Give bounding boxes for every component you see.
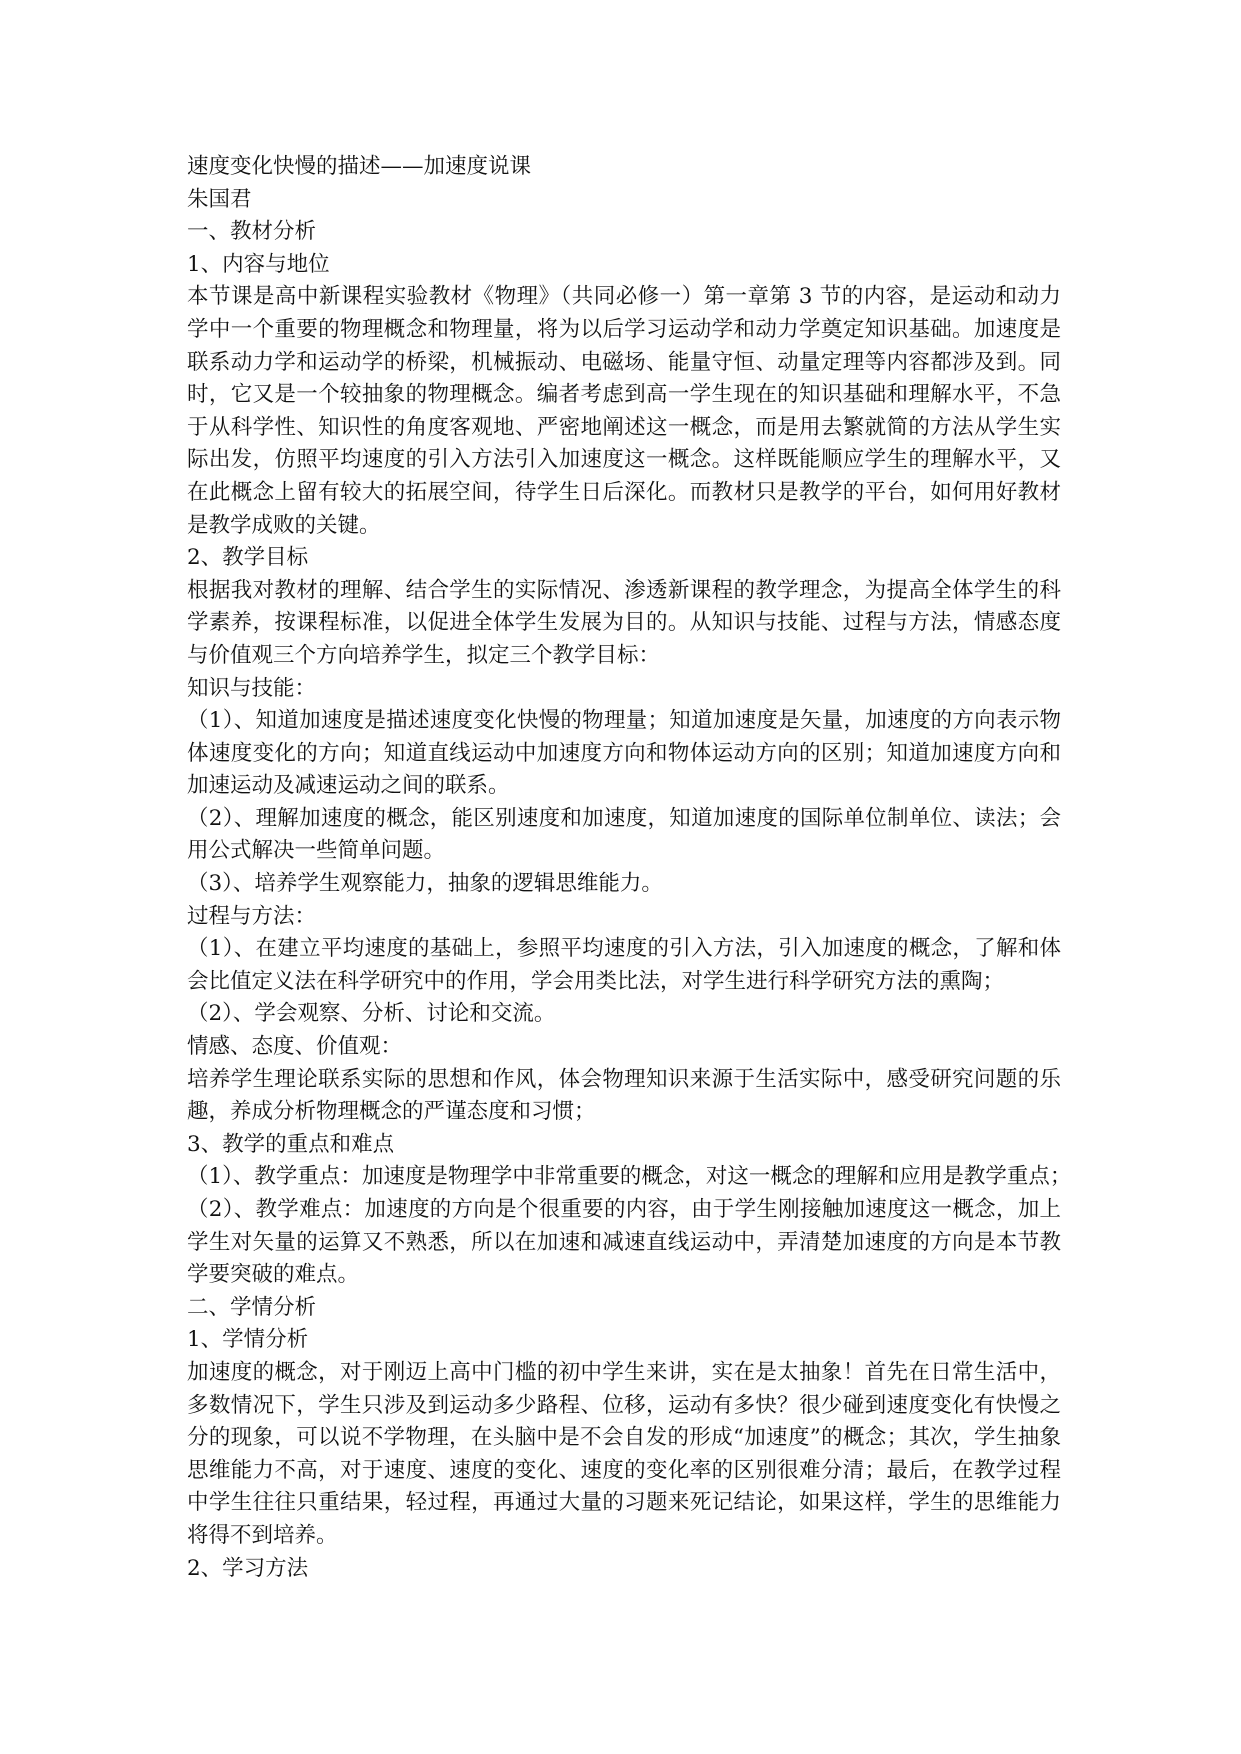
text-line: （1）、教学重点：加速度是物理学中非常重要的概念，对这一概念的理解和应用是教学重点； [187,1164,1072,1190]
text-line: 1、内容与地位 [187,251,330,277]
text-line: 学生对矢量的运算又不熟悉，所以在加速和减速直线运动中，弄清楚加速度的方向是本节教 [187,1229,1061,1255]
text-line: 培养学生理论联系实际的思想和作风，体会物理知识来源于生活实际中，感受研究问题的乐 [187,1066,1061,1092]
text-line: 加速度的概念，对于刚迈上高中门槛的初中学生来讲，实在是太抽象！首先在日常生活中， [187,1359,1061,1385]
text-line: 用公式解决一些简单问题。 [187,838,446,864]
text-line: （3）、培养学生观察能力，抽象的逻辑思维能力。 [187,871,663,897]
text-line: 在此概念上留有较大的拓展空间，待学生日后深化。而教材只是教学的平台，如何用好教材 [187,479,1061,505]
text-line: （2）、教学难点：加速度的方向是个很重要的内容，由于学生刚接触加速度这一概念，加上 [187,1197,1061,1222]
text-line: 2、教学目标 [187,545,309,571]
text-line: 2、学习方法 [187,1555,309,1581]
text-line: 3、教学的重点和难点 [187,1131,395,1157]
text-line: 分的现象，可以说不学物理，在头脑中是不会自发的形成“加速度”的概念；其次，学生抽象 [187,1425,1061,1451]
text-line: （1）、在建立平均速度的基础上，参照平均速度的引入方法，引入加速度的概念，了解和体 [187,936,1061,962]
text-line: 将得不到培养。 [187,1522,338,1548]
text-line: 根据我对教材的理解、结合学生的实际情况、渗透新课程的教学理念，为提高全体学生的科 [187,577,1061,603]
text-line: 与价值观三个方向培养学生，拟定三个教学目标： [187,642,661,668]
document-page [187,151,1072,1585]
text-line: 是教学成败的关键。 [187,512,381,538]
text-line: 朱国君 [187,186,252,212]
text-line: 多数情况下，学生只涉及到运动多少路程、位移，运动有多快？很少碰到速度变化有快慢之 [187,1392,1061,1418]
text-line: 一、教材分析 [187,219,317,245]
text-line: 学要突破的难点。 [187,1262,360,1288]
text-line: 本节课是高中新课程实验教材《物理》（共同必修一）第一章第 3 节的内容，是运动和动力 [187,284,1061,310]
text-line: 二、学情分析 [187,1294,317,1320]
text-line: 会比值定义法在科学研究中的作用，学会用类比法，对学生进行科学研究方法的熏陶； [187,968,1005,994]
text-line: 学中一个重要的物理概念和物理量，将为以后学习运动学和动力学奠定知识基础。加速度是 [187,316,1061,342]
text-line: 时，它又是一个较抽象的物理概念。编者考虑到高一学生现在的知识基础和理解水平，不急 [187,382,1061,408]
text-line: 过程与方法： [187,903,317,929]
text-line: 速度变化快慢的描述——加速度说课 [187,154,532,179]
text-line: 学素养，按课程标准，以促进全体学生发展为目的。从知识与技能、过程与方法，情感态度 [187,610,1061,636]
text-line: （2）、学会观察、分析、讨论和交流。 [187,1001,556,1027]
text-line: 际出发，仿照平均速度的引入方法引入加速度这一概念。这样既能顺应学生的理解水平，又 [187,447,1061,473]
text-line: 中学生往往只重结果，轻过程，再通过大量的习题来死记结论，如果这样，学生的思维能力 [187,1490,1061,1516]
text-line: 情感、态度、价值观： [187,1034,403,1060]
text-line: 思维能力不高，对于速度、速度的变化、速度的变化率的区别很难分清；最后，在教学过程 [187,1457,1061,1483]
text-line: 联系动力学和运动学的桥梁，机械振动、电磁场、能量守恒、动量定理等内容都涉及到。同 [187,349,1061,375]
text-line: 加速运动及减速运动之间的联系。 [187,773,510,799]
text-line: 趣，养成分析物理概念的严谨态度和习惯； [187,1099,596,1125]
text-line: （1）、知道加速度是描述速度变化快慢的物理量；知道加速度是矢量，加速度的方向表示物 [187,708,1061,734]
text-line: 知识与技能： [187,675,317,701]
text-line: 1、学情分析 [187,1327,309,1353]
text-line: 体速度变化的方向；知道直线运动中加速度方向和物体运动方向的区别；知道加速度方向和 [187,740,1061,766]
text-line: 于从科学性、知识性的角度客观地、严密地阐述这一概念，而是用去繁就简的方法从学生实 [187,414,1061,440]
text-line: （2）、理解加速度的概念，能区别速度和加速度，知道加速度的国际单位制单位、读法；会 [187,805,1061,831]
